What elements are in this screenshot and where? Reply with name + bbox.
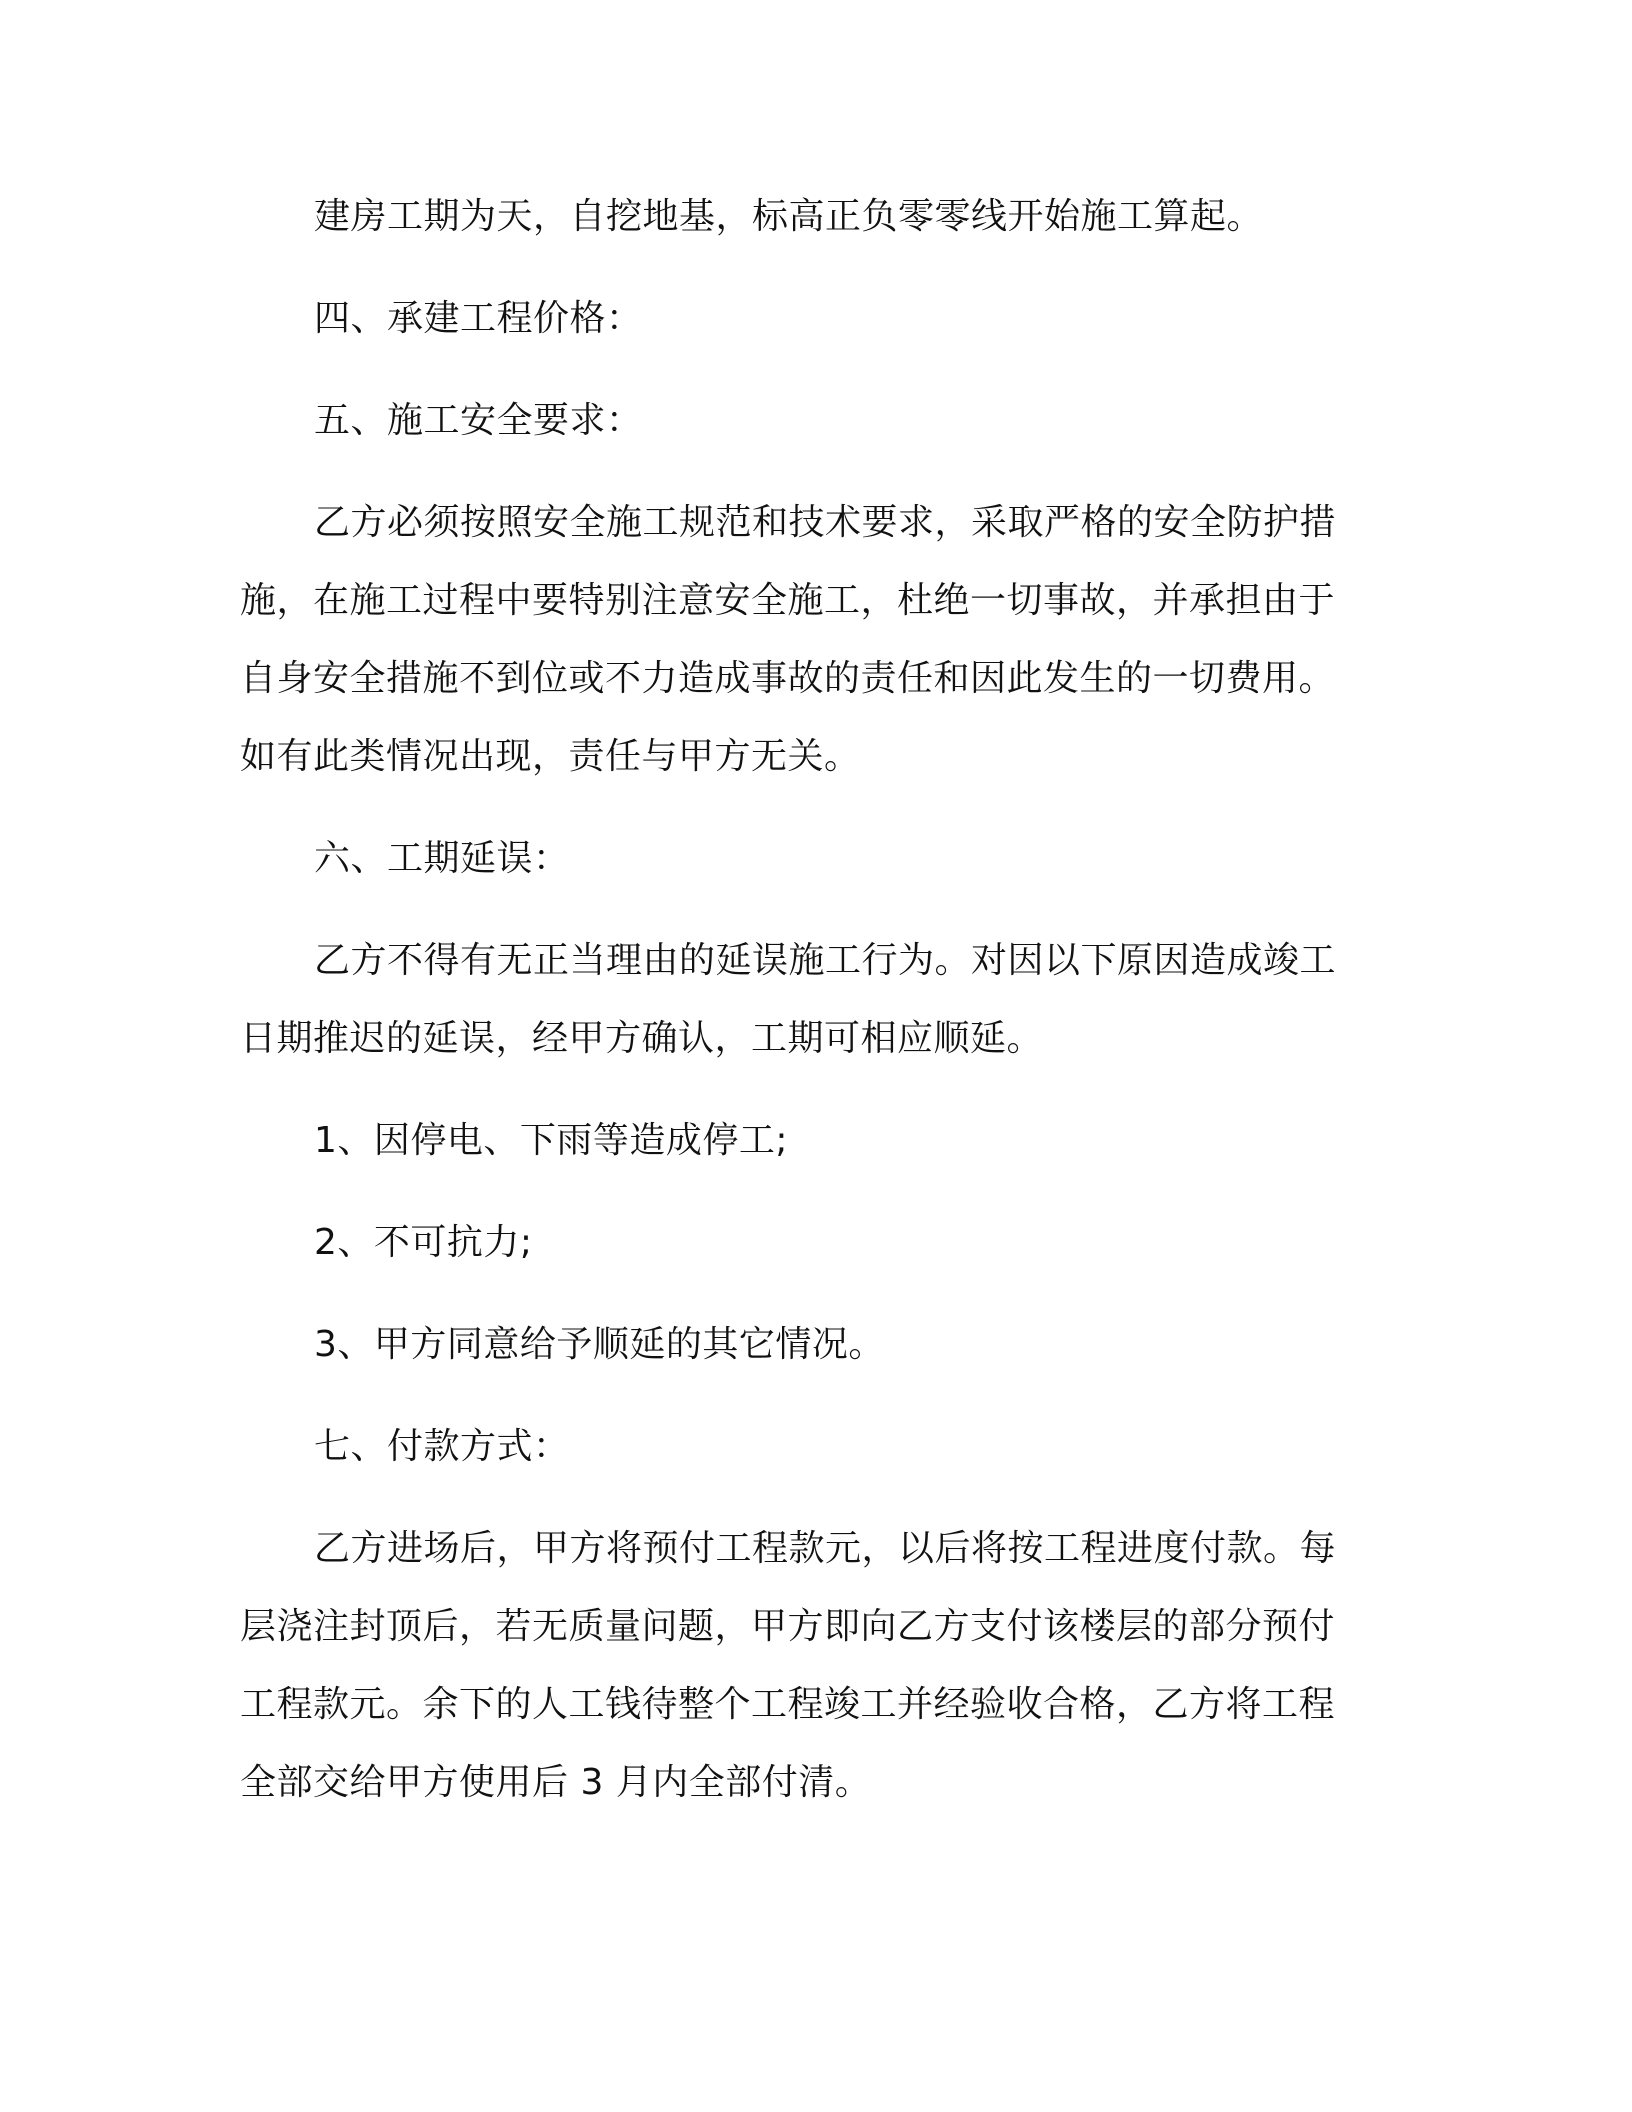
paragraph-payment-line-3: 工程款元。余下的人工钱待整个工程竣工并经验收合格，乙方将工程 (240, 1684, 1336, 1725)
list-item-2: 2、不可抗力; (314, 1222, 533, 1263)
paragraph-safety-line-1: 乙方必须按照安全施工规范和技术要求，采取严格的安全防护措 (314, 502, 1337, 543)
paragraph-safety-line-4: 如有此类情况出现，责任与甲方无关。 (240, 736, 861, 777)
paragraph-safety-line-3: 自身安全措施不到位或不力造成事故的责任和因此发生的一切费用。 (240, 658, 1336, 699)
paragraph-work-period: 建房工期为天，自挖地基，标高正负零零线开始施工算起。 (314, 196, 1264, 237)
paragraph-safety-line-2: 施，在施工过程中要特别注意安全施工，杜绝一切事故，并承担由于 (240, 580, 1336, 621)
heading-section-five: 五、施工安全要求： (314, 400, 643, 441)
paragraph-payment-line-1: 乙方进场后，甲方将预付工程款元，以后将按工程进度付款。每 (314, 1528, 1337, 1569)
heading-section-four: 四、承建工程价格： (314, 298, 643, 339)
heading-section-seven: 七、付款方式： (314, 1426, 570, 1467)
list-item-3: 3、甲方同意给予顺延的其它情况。 (314, 1324, 885, 1365)
document-page (240, 0, 1352, 2112)
paragraph-payment-line-2: 层浇注封顶后，若无质量问题，甲方即向乙方支付该楼层的部分预付 (240, 1606, 1336, 1647)
list-item-1: 1、因停电、下雨等造成停工; (314, 1120, 789, 1161)
heading-section-six: 六、工期延误： (314, 838, 570, 879)
paragraph-delay-line-2: 日期推迟的延误，经甲方确认，工期可相应顺延。 (240, 1018, 1044, 1059)
paragraph-payment-line-4: 全部交给甲方使用后 3 月内全部付清。 (240, 1762, 872, 1803)
paragraph-delay-line-1: 乙方不得有无正当理由的延误施工行为。对因以下原因造成竣工 (314, 940, 1337, 981)
